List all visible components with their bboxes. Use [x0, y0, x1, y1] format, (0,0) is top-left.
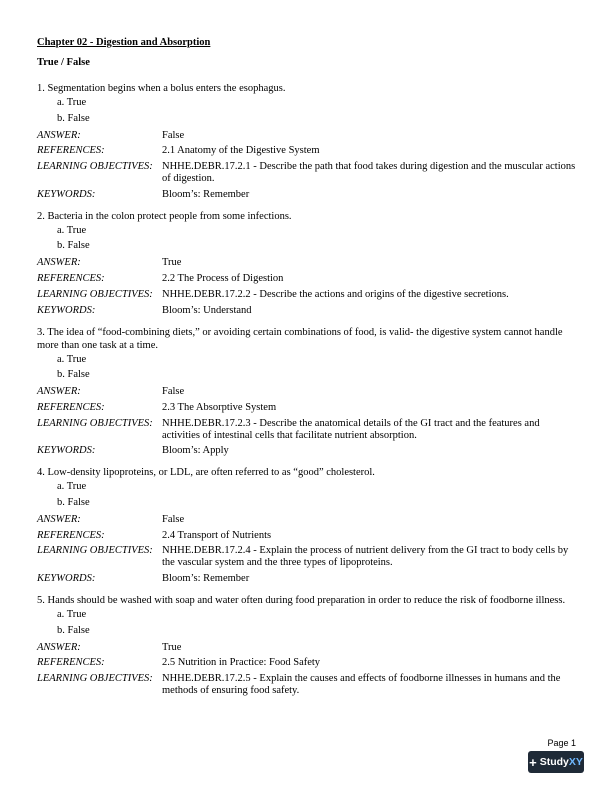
answer-value: True [162, 257, 182, 269]
question-text: 2. Bacteria in the colon protect people from some infections. [37, 210, 292, 222]
references-row [37, 657, 577, 669]
references-label: REFERENCES: [37, 145, 105, 157]
question-3 [37, 326, 577, 458]
keywords-value: Bloom’s: Remember [162, 188, 250, 200]
question-text: 4. Low-density lipoproteins, or LDL, are often referred to as “good” cholesterol. [37, 467, 375, 479]
answer-label: ANSWER: [37, 257, 81, 269]
logo-text: Study [539, 756, 569, 768]
keywords-label: KEYWORDS: [37, 304, 96, 316]
option-false: b. False [57, 624, 90, 636]
keywords-value: Bloom’s: Apply [162, 445, 229, 457]
references-value: 2.4 Transport of Nutrients [162, 529, 272, 541]
answer-value: False [162, 129, 185, 141]
objectives-value: NHHE.DEBR.17.2.4 - Explain the process of nutrient delivery from the GI tract to body cells by the vascular system and the three types of lipoproteins. [162, 545, 569, 569]
keywords-row [37, 189, 577, 201]
page-number: Page 1 [547, 738, 576, 748]
answer-value: True [162, 641, 182, 653]
references-label: REFERENCES: [37, 657, 105, 669]
answer-row [37, 130, 577, 142]
objectives-row [37, 161, 577, 185]
logo-text-accent: XY [568, 756, 583, 768]
question-5 [37, 594, 577, 697]
references-label: REFERENCES: [37, 401, 105, 413]
keywords-row [37, 573, 577, 585]
plus-icon: + [529, 754, 537, 770]
question-2 [37, 210, 577, 317]
references-value: 2.2 The Process of Digestion [162, 273, 284, 285]
answer-label: ANSWER: [37, 513, 81, 525]
keywords-value: Bloom’s: Understand [162, 304, 252, 316]
question-1 [37, 82, 577, 201]
question-text: 3. The idea of “food-combining diets,” or avoiding certain combinations of food, is valid- the digestive system cannot handle more than one task at a time. [37, 326, 563, 351]
objectives-value: NHHE.DEBR.17.2.3 - Describe the anatomical details of the GI tract and the features and activities of intestinal cells that facilitate nutrient absorption. [162, 417, 540, 441]
references-value: 2.1 Anatomy of the Digestive System [162, 145, 320, 157]
objectives-label: LEARNING OBJECTIVES: [37, 545, 153, 557]
answer-value: False [162, 513, 185, 525]
option-true: a. True [57, 353, 87, 365]
option-false: b. False [57, 369, 90, 380]
keywords-label: KEYWORDS: [37, 445, 96, 457]
objectives-label: LEARNING OBJECTIVES: [37, 673, 153, 685]
section-title: True / False [37, 57, 90, 68]
option-true: a. True [57, 224, 87, 236]
objectives-value: NHHE.DEBR.17.2.2 - Describe the actions and origins of the digestive secretions. [162, 288, 509, 300]
answer-row [37, 514, 577, 526]
option-false: b. False [57, 496, 90, 508]
option-true: a. True [57, 481, 87, 493]
option-false: b. False [57, 240, 90, 252]
references-row [37, 273, 577, 285]
answer-label: ANSWER: [37, 641, 81, 653]
objectives-label: LEARNING OBJECTIVES: [37, 288, 153, 300]
studyxy-logo[interactable] [528, 751, 584, 773]
keywords-label: KEYWORDS: [37, 573, 96, 584]
keywords-row [37, 305, 577, 317]
objectives-value: NHHE.DEBR.17.2.1 - Describe the path that food takes during digestion and the muscular actions of digestion. [162, 161, 576, 185]
answer-row [37, 257, 577, 269]
references-value: 2.3 The Absorptive System [162, 401, 277, 413]
option-true: a. True [57, 97, 87, 108]
answer-value: False [162, 386, 185, 398]
keywords-label: KEYWORDS: [37, 188, 96, 200]
answer-row [37, 386, 577, 398]
question-4 [37, 466, 577, 585]
references-row [37, 530, 577, 542]
objectives-label: LEARNING OBJECTIVES: [37, 417, 153, 429]
chapter-title: Chapter 02 - Digestion and Absorption [37, 37, 211, 48]
keywords-row [37, 445, 577, 457]
option-false: b. False [57, 112, 90, 124]
objectives-row [37, 545, 577, 569]
references-value: 2.5 Nutrition in Practice: Food Safety [162, 657, 321, 669]
answer-label: ANSWER: [37, 386, 81, 398]
references-row [37, 145, 577, 157]
objectives-value: NHHE.DEBR.17.2.5 - Explain the causes and effects of foodborne illnesses in humans and the methods of ensuring food safety. [162, 673, 561, 697]
references-label: REFERENCES: [37, 529, 105, 541]
objectives-row [37, 289, 577, 301]
references-row [37, 402, 577, 414]
document-page [37, 36, 577, 706]
question-text: 1. Segmentation begins when a bolus enters the esophagus. [37, 83, 286, 94]
option-true: a. True [57, 609, 87, 620]
references-label: REFERENCES: [37, 273, 105, 285]
objectives-row [37, 673, 577, 697]
question-text: 5. Hands should be washed with soap and water often during food preparation in order to reduce the risk of foodborne illness. [37, 595, 566, 606]
objectives-row [37, 418, 577, 442]
answer-row [37, 642, 577, 654]
objectives-label: LEARNING OBJECTIVES: [37, 161, 153, 173]
answer-label: ANSWER: [37, 129, 81, 141]
keywords-value: Bloom’s: Remember [162, 573, 250, 584]
